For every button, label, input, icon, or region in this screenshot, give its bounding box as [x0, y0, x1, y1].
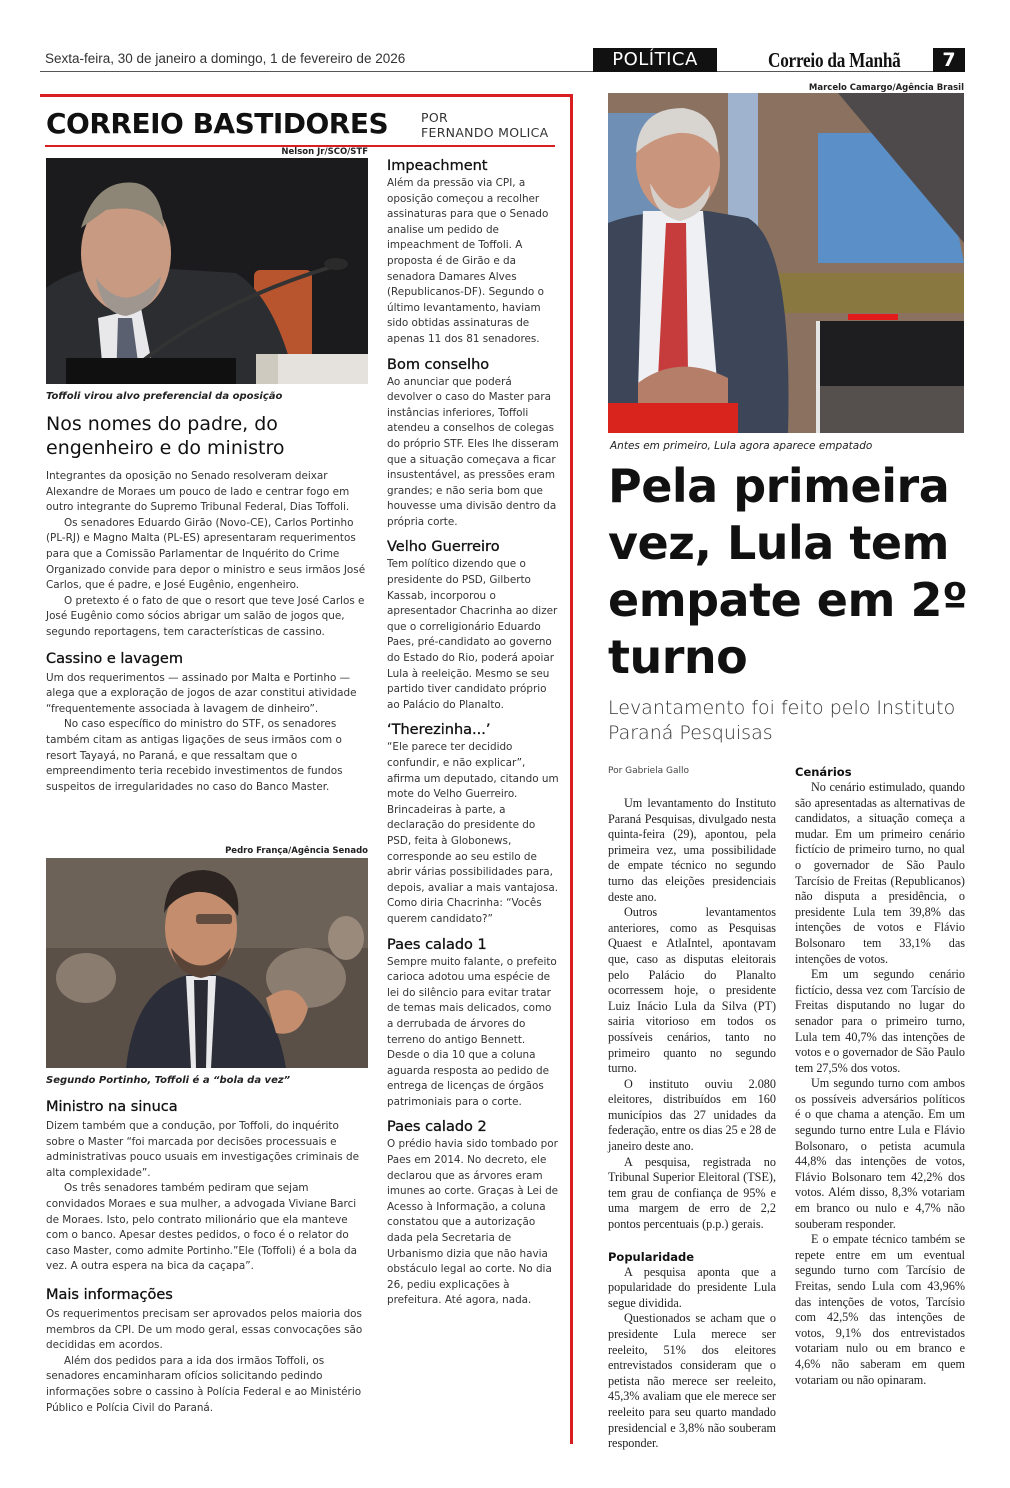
subhead-mais-informacoes: Mais informações [46, 1286, 173, 1303]
byline-label: POR [421, 110, 448, 125]
note-title: Paes calado 2 [387, 1119, 487, 1136]
note-text: Sempre muito falante, o prefeito carioca adotou uma espécie de lei do silêncio para evitar tratar de temas mais delicados, como a derrubada de árvores do terreno do antigo Bennett. Desde o dia 10 que a coluna aguarda resposta ao pedido de entrega de licenças de órgãos patrimoniais para o corte. [387, 955, 557, 1108]
paragraph: Questionados se acham que o presidente Lula merece ser reeleito, 51% dos eleitores entrevistados consideram que o petista não merece ser reeleito, 45,3% avaliam que ele merece ser reeleito para seu quarto mandado presidencial e 3,8% não souberam responder. [608, 1311, 776, 1451]
sinuca-story [46, 1098, 368, 1416]
paragraph: No caso específico do ministro do STF, os senadores também citam as antigas ligações de seus irmãos com o resort Tayayá, no Paraná, e que ressaltam que o empreendimento teria recebido investimentos de fundos suspeitos de irregularidades no caso do Banco Master. [46, 718, 343, 793]
paragraph: Um segundo turno com ambos os possíveis adversários políticos é o que chama a atenção. Em um segundo turno entre Lula e Flávio Bolsonaro, o petista acumula 44,8% das intenções de votos, Flávio Bolsonaro tem 42,2% dos votos. Além disso, 8,3% votariam em branco ou nulo e 4,7% não souberam responder. [795, 1076, 965, 1231]
note-item [387, 1118, 559, 1309]
paragraph: Dizem também que a condução, por Toffoli, do inquérito sobre o Master “foi marcada por decisões processuais e administrativas pouco usuais em investigações criminais de alta complexidade”. [46, 1120, 360, 1179]
subhead-sinuca: Ministro na sinuca [46, 1099, 178, 1115]
subhead-cenarios: Cenários [795, 765, 852, 779]
lula-photo-image [608, 93, 964, 433]
paragraph: Os requerimentos precisam ser aprovados pelos maioria dos membros da CPI. De um modo geral, essas convocações são decididas em acordos. [46, 1307, 363, 1352]
paragraph: Em um segundo cenário fictício, dessa vez com Tarcísio de Freitas disputando no lugar do senador para o primeiro turno, Lula tem 40,7% das intenções de votos e o governador de São Paulo tem 27,5% dos votos. [795, 967, 965, 1075]
note-item [387, 157, 559, 348]
paragraph: Além dos pedidos para a ida dos irmãos Toffoli, os senadores encaminharam ofícios solicitando pedindo informações sobre o cassino à Polícia Federal e ao Ministério Público e Polícia Civil do Paraná. [46, 1354, 362, 1414]
note-title: Impeachment [387, 158, 488, 174]
note-item [387, 721, 559, 927]
paragraph: O pretexto é o fato de que o resort que teve José Carlos e José Eugênio como sócios abrigar um salão de jogos que, segundo reportagens, tem características de cassino. [46, 594, 365, 638]
paragraph: Um levantamento do Instituto Paraná Pesquisas, divulgado nesta quinta-feira (29), apontou, pela primeira vez, uma possibilidade de empate técnico no segundo turno das eleições presidenciais deste ano. [608, 796, 776, 904]
photo-credit: Marcelo Camargo/Agência Brasil [808, 83, 964, 93]
note-item [387, 936, 559, 1111]
article-column-1 [608, 796, 776, 1452]
paragraph: Um dos requerimentos — assinado por Malta e Portinho — alega que a exploração de jogos de azar constitui atividade “frequentemente associada à lavagem de dinheiro”. [46, 671, 357, 715]
sinuca-body [46, 1119, 368, 1275]
page-header [40, 48, 965, 72]
article-byline: Por Gabriela Gallo [608, 766, 689, 776]
lead-body [46, 469, 368, 641]
paragraph: A pesquisa aponta que a popularidade do presidente Lula segue dividida. [608, 1264, 776, 1310]
newspaper-logo: Correio da Manhã [768, 48, 901, 72]
photo-caption: Antes em primeiro, Lula agora aparece empatado [610, 440, 873, 452]
note-text: Ao anunciar que poderá devolver o caso do Master para instâncias inferiores, Toffoli atendeu a conselhos de colegas do próprio STF. Eles lhe disseram que a situação começava a ficar insustentável, as pressões eram grandes; e não seria bom que houvesse uma divisão dentro da própria corte. [387, 375, 559, 528]
portinho-photo-image [46, 858, 368, 1068]
note-title: ‘Therezinha...’ [387, 722, 491, 739]
note-text: O prédio havia sido tombado por Paes em 2014. No decreto, ele declarou que as árvores eram imunes ao corte. Graças à Lei de Acesso à Informação, a coluna constatou que a autorização dada pela Secretaria de Urbanismo dizia que não havia obstáculo legal ao corte. No dia 26, pediu explicações à prefeitura. Até agora, nada. [387, 1138, 559, 1307]
paragraph: E o empate técnico também se repete entre em um eventual segundo turno com Tarcísio de Freitas, sendo Lula com 43,96% das intenções de votos, Tarcísio com 42,5% das intenções de votos, 9,1% dos entrevistados votariam nulo ou em branco e 4,6% não saberam em quem votariam ou não opinaram. [795, 1232, 965, 1387]
note-item [387, 538, 559, 713]
edition-date: Sexta-feira, 30 de janeiro a domingo, 1 de fevereiro de 2026 [45, 51, 406, 66]
column-byline [421, 110, 549, 140]
note-title: Paes calado 1 [387, 936, 487, 953]
note-title: Bom conselho [387, 356, 490, 373]
lula-photo[interactable] [608, 93, 964, 433]
photo-caption: Toffoli virou alvo preferencial da oposição [46, 391, 283, 402]
paragraph: A pesquisa, registrada no Tribunal Superior Eleitoral (TSE), tem grau de confiança de 95% e uma margem de erro de 2,2 pontos percentuais (p.p.) gerais. [608, 1154, 776, 1232]
portinho-photo[interactable] [46, 858, 368, 1068]
note-text: Além da pressão via CPI, a oposição começou a recolher assinaturas para que o Senado analise um pedido de impeachment de Toffoli. A proposta é de Girão e da senadora Damares Alves (Republicanos-DF). Segundo o último levantamento, haviam sido obtidas assinaturas de apenas 11 dos 81 senadores. [387, 177, 549, 345]
photo-credit: Nelson Jr/SCO/STF [281, 147, 368, 157]
lead-headline: Nos nomes do padre, do engenheiro e do ministro [46, 413, 285, 459]
paragraph: Os três senadores também pediram que sejam convidados Moraes e sua mulher, a advogada Viviane Barci de Moraes. Isto, pelo contrato milionário que ela manteve com o banco. Apesar destes pedidos, o foco é o relator do caso Master, como admite Portinho.”Ele (Toffoli) é a bola da vez. A outra espera na bica da caçapa”. [46, 1182, 357, 1273]
section-label: POLÍTICA [593, 48, 717, 72]
note-title: Velho Guerreiro [387, 539, 500, 556]
paragraph: O instituto ouviu 2.080 eleitores, distribuídos em 160 municípios das 27 unidades da federação, entre os dias 25 e 28 de janeiro deste ano. [608, 1076, 776, 1154]
photo-caption: Segundo Portinho, Toffoli é a “bola da vez” [46, 1075, 291, 1086]
column-title: CORREIO BASTIDORES [46, 107, 389, 140]
photo-credit: Pedro França/Agência Senado [225, 846, 368, 856]
subhead-cassino: Cassino e lavagem [46, 650, 183, 667]
page-number: 7 [933, 48, 965, 72]
lead-story [46, 412, 368, 795]
paragraph: Os senadores Eduardo Girão (Novo-CE), Carlos Portinho (PL-RJ) e Magno Malta (PL-ES) apresentaram requerimentos para que a Comissão Parlamentar de Inquérito do Crime Organizado convide para depor o ministro e seus irmãos José Carlos, que é padre, e José Eugênio, engenheiro. [46, 516, 366, 592]
note-text: “Ele parece ter decidido confundir, e não explicar”, afirma um deputado, citando um mote do Velho Guerreiro. Brincadeiras à parte, a declaração do presidente do PSD, feita à Globonews, corresponde ao seu estilo de abrir várias possibilidades para, depois, avaliar a mais vantajosa. Como diria Chacrinha: “Vocês querem candidato?” [387, 741, 559, 925]
mais-body [46, 1307, 368, 1416]
article-standfirst: Levantamento foi feito pelo Instituto Paraná Pesquisas [608, 697, 956, 744]
paragraph: No cenário estimulado, quando são apresentadas as alternativas de candidatos, a situação começa a mudar. Em um primeiro cenário fictício de primeiro turno, no qual o governador de São Paulo Tarcísio de Freitas (Republicanos) não disputa a presidência, o presidente Lula tem 39,8% das intenções de votos e Flávio Bolsonaro tem 33,1% das intenções de votos. [795, 780, 965, 966]
subhead-popularidade: Popularidade [608, 1249, 695, 1264]
cassino-body [46, 671, 368, 796]
byline-author: FERNANDO MOLICA [421, 125, 549, 140]
notes-column [387, 157, 559, 1309]
toffoli-photo-image [46, 158, 368, 384]
note-item [387, 356, 559, 531]
article-column-2 [795, 764, 965, 1388]
paragraph: Outros levantamentos anteriores, como as Pesquisas Quaest e AtlaIntel, apontavam que, caso as disputas eleitorais pelo Palácio do Planalto ocorressem hoje, o presidente Luiz Inácio Lula da Silva (PT) sairia vitorioso em todos os possíveis cenários, tanto no primeiro quanto no segundo turno. [608, 905, 776, 1076]
article-headline: Pela primeira vez, Lula tem empate em 2º turno [608, 459, 968, 684]
paragraph: Integrantes da oposição no Senado resolveram deixar Alexandre de Moraes um pouco de lado e centrar fogo em outro integrante do Supremo Tribunal Federal, Dias Toffoli. [46, 470, 350, 514]
note-text: Tem político dizendo que o presidente do PSD, Gilberto Kassab, incorporou o apresentador Chacrinha ao dizer que o correligionário Eduardo Paes, pré-candidato ao governo do Estado do Rio, poderá apoiar Lula à reeleição. Mesmo se seu partido tiver candidato próprio ao Palácio do Planalto. [387, 558, 558, 711]
toffoli-photo[interactable] [46, 158, 368, 384]
